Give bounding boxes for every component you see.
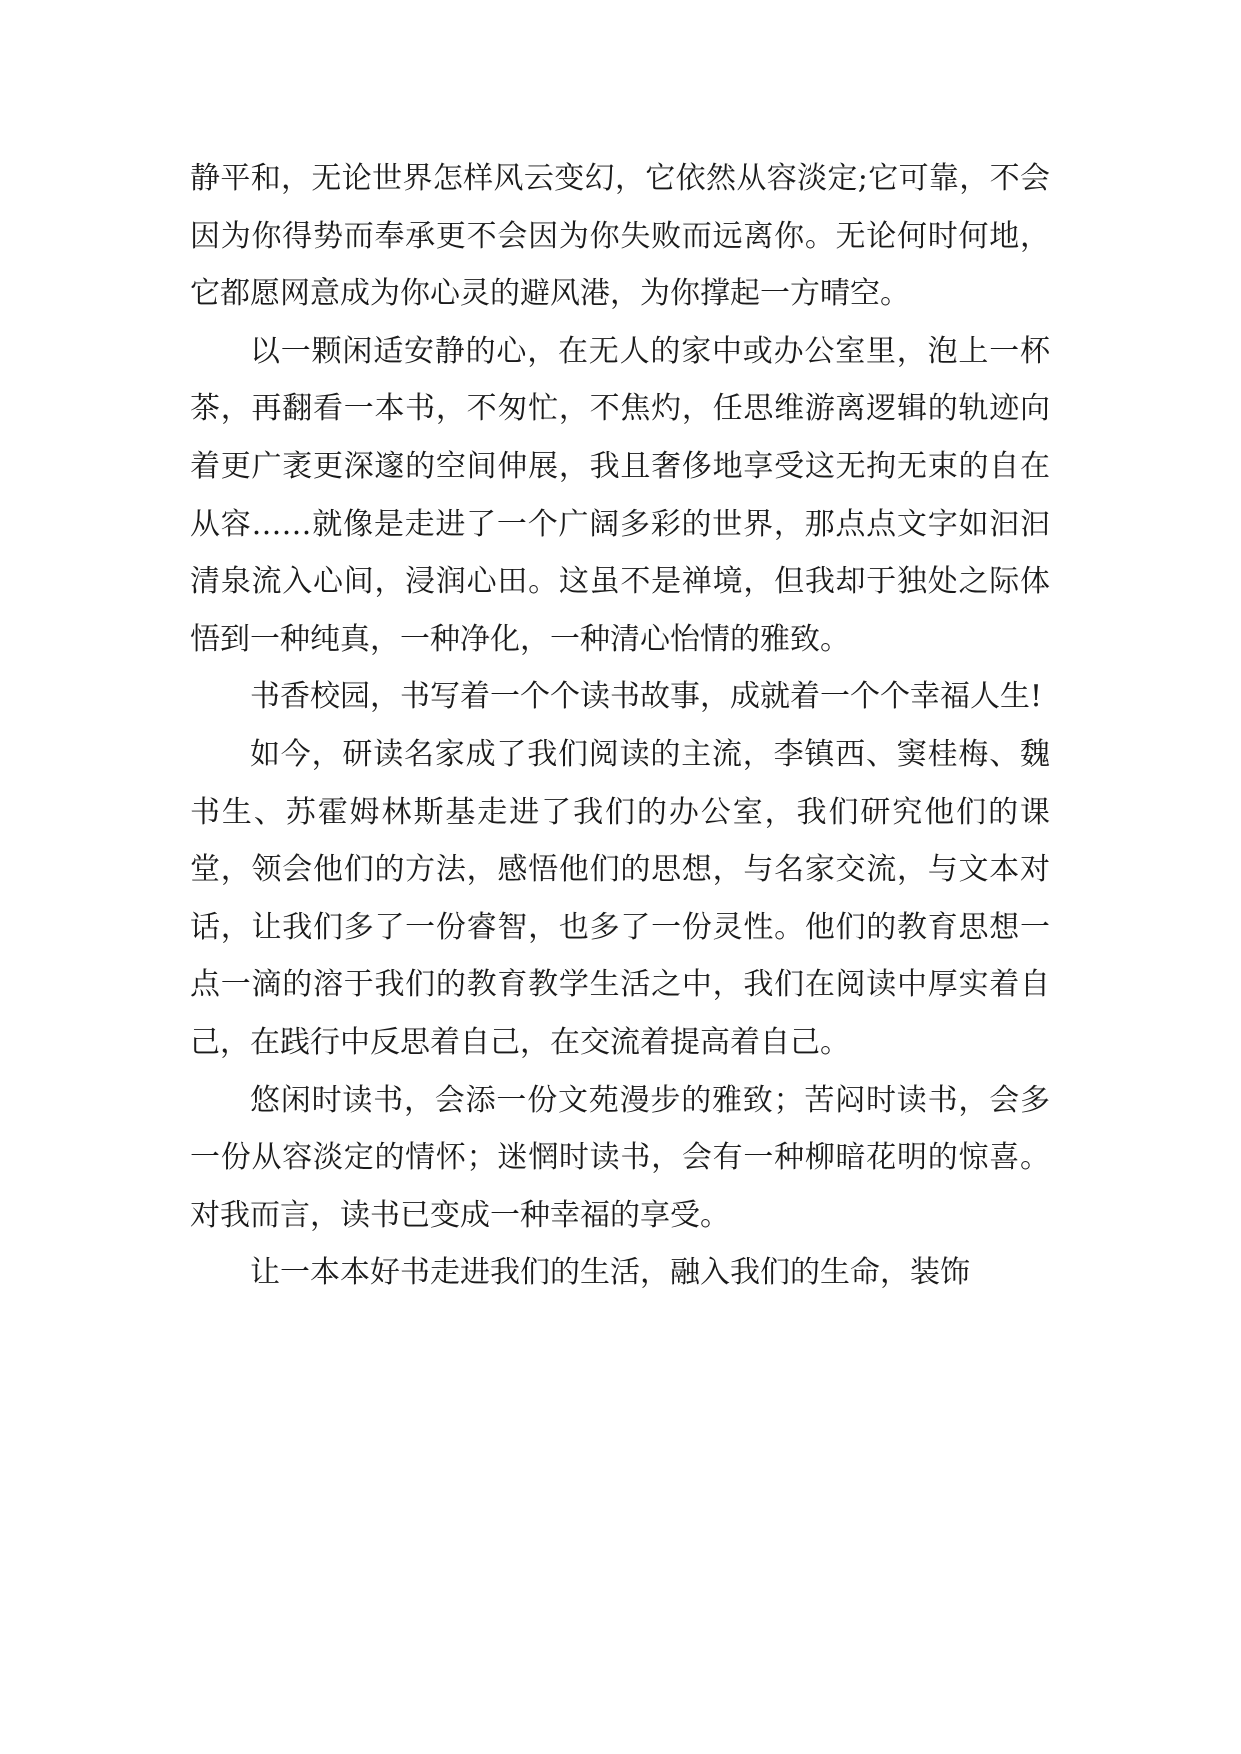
- paragraph-5: 悠闲时读书，会添一份文苑漫步的雅致；苦闷时读书，会多一份从容淡定的情怀；迷惘时读书，会有一种柳暗花明的惊喜。对我而言，读书已变成一种幸福的享受。: [190, 1082, 1050, 1233]
- paragraph-3: 书香校园，书写着一个个读书故事，成就着一个个幸福人生!: [250, 679, 1043, 715]
- paragraph-6: 让一本本好书走进我们的生活，融入我们的生命，装饰: [250, 1255, 970, 1291]
- paragraph-1: 静平和，无论世界怎样风云变幻，它依然从容淡定;它可靠，不会因为你得势而奉承更不会因为你失败而远离你。无论何时何地，它都愿网意成为你心灵的避风港，为你撑起一方晴空。: [190, 161, 1050, 312]
- document-body: [190, 150, 1050, 1302]
- paragraph-2: 以一颗闲适安静的心，在无人的家中或办公室里，泡上一杯茶，再翻看一本书，不匆忙，不焦灼，任思维游离逻辑的轨迹向着更广袤更深邃的空间伸展，我且奢侈地享受这无拘无束的自在从容……就像是走进了一个广阔多彩的世界，那点点文字如汩汩清泉流入心间，浸润心田。这虽不是禅境，但我却于独处之际体悟到一种纯真，一种净化，一种清心怡情的雅致。: [190, 333, 1050, 657]
- paragraph-4: 如今，研读名家成了我们阅读的主流，李镇西、窦桂梅、魏书生、苏霍姆林斯基走进了我们的办公室，我们研究他们的课堂，领会他们的方法，感悟他们的思想，与名家交流，与文本对话，让我们多了一份睿智，也多了一份灵性。他们的教育思想一点一滴的溶于我们的教育教学生活之中，我们在阅读中厚实着自己，在践行中反思着自己，在交流着提高着自己。: [190, 736, 1050, 1060]
